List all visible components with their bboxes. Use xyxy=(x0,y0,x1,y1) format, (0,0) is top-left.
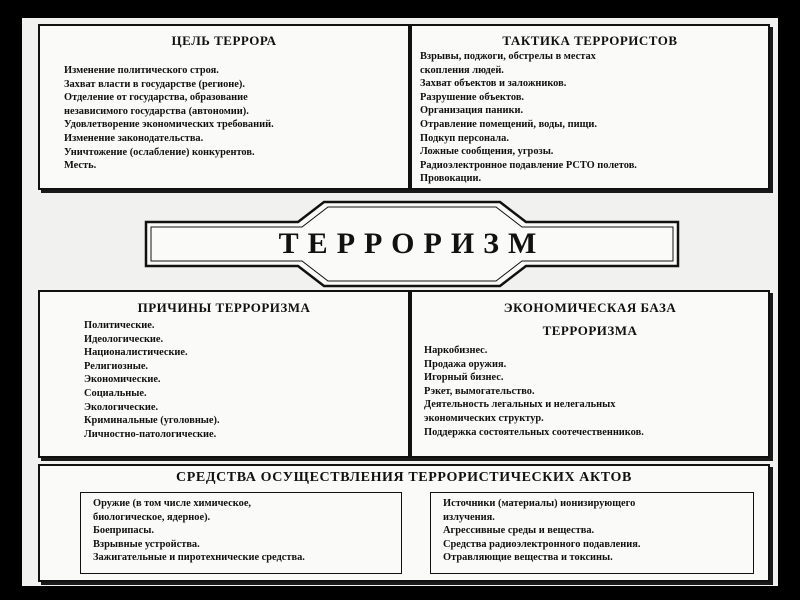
list-item: Игорный бизнес. xyxy=(424,372,504,384)
list-item: Наркобизнес. xyxy=(424,345,488,356)
goal-title: ЦЕЛЬ ТЕРРОРА xyxy=(171,33,277,48)
list-item: Социальные. xyxy=(84,387,147,399)
list-item: Средства радиоэлектронного подавления. xyxy=(443,538,641,550)
econ-title-line2: ТЕРРОРИЗМА xyxy=(542,323,638,338)
list-item: Месть. xyxy=(64,160,97,172)
means-right-list xyxy=(431,493,753,565)
causes-of-terrorism-box xyxy=(38,290,410,458)
list-item: Поддержка состоятельных соотечественников. xyxy=(424,426,644,438)
tactics-title: ТАКТИКА ТЕРРОРИСТОВ xyxy=(502,33,678,48)
terrorist-tactics-box xyxy=(410,24,770,190)
list-item: Изменение политического строя. xyxy=(64,65,219,76)
list-item: Агрессивные среды и вещества. xyxy=(443,525,595,537)
list-item: Источники (материалы) ионизирующего излучения. xyxy=(443,498,636,523)
means-right-panel xyxy=(430,492,754,574)
causes-list xyxy=(40,315,408,441)
list-item: Уничтожение (ослабление) конкурентов. xyxy=(64,146,255,158)
means-title: СРЕДСТВА ОСУЩЕСТВЛЕНИЯ ТЕРРОРИСТИЧЕСКИХ АКТОВ xyxy=(176,470,632,485)
list-item: Подкуп персонала. xyxy=(420,132,509,144)
list-item: Отравление помещений, воды, пищи. xyxy=(420,118,597,130)
economic-base-box xyxy=(410,290,770,458)
econ-list xyxy=(412,338,768,439)
list-item: Взрывы, поджоги, обстрелы в местах скопления людей. xyxy=(420,51,596,76)
list-item: Экономические. xyxy=(84,374,161,386)
list-item: Зажигательные и пиротехнические средства. xyxy=(93,552,305,564)
list-item: Провокации. xyxy=(420,173,482,185)
list-item: Отделение от государства, образование независимого государства (автономии). xyxy=(64,92,249,117)
goal-of-terror-box xyxy=(38,24,410,190)
list-item: Удовлетворение экономических требований. xyxy=(64,119,274,131)
means-of-terrorist-acts-box xyxy=(38,464,770,582)
list-item: Ложные сообщения, угрозы. xyxy=(420,146,554,158)
list-item: Оружие (в том числе химическое, биологическое, ядерное). xyxy=(93,498,252,523)
list-item: Отравляющие вещества и токсины. xyxy=(443,552,613,564)
list-item: Организация паники. xyxy=(420,105,524,117)
means-left-panel xyxy=(80,492,402,574)
list-item: Захват власти в государстве (регионе). xyxy=(64,78,245,90)
list-item: Боеприпасы. xyxy=(93,525,154,537)
list-item: Религиозные. xyxy=(84,360,149,372)
causes-title: ПРИЧИНЫ ТЕРРОРИЗМА xyxy=(137,300,311,315)
list-item: Продажа оружия. xyxy=(424,358,507,370)
list-item: Изменение законодательства. xyxy=(64,132,204,144)
list-item: Рэкет, вымогательство. xyxy=(424,385,535,397)
list-item: Взрывные устройства. xyxy=(93,538,200,550)
list-item: Политические. xyxy=(84,320,155,331)
tactics-list xyxy=(412,48,768,186)
list-item: Личностно-патологические. xyxy=(84,428,217,440)
list-item: Деятельность легальных и нелегальных экономических структур. xyxy=(424,399,616,424)
list-item: Захват объектов и заложников. xyxy=(420,78,567,90)
list-item: Идеологические. xyxy=(84,333,164,345)
list-item: Экологические. xyxy=(84,401,159,413)
list-item: Криминальные (уголовные). xyxy=(84,415,220,427)
means-left-list xyxy=(81,493,401,565)
diagram-sheet xyxy=(22,18,778,586)
econ-title-line1: ЭКОНОМИЧЕСКАЯ БАЗА xyxy=(503,300,677,315)
goal-list xyxy=(40,48,408,173)
list-item: Националистические. xyxy=(84,347,188,359)
list-item: Радиоэлектронное подавление РСТО полетов. xyxy=(420,159,637,171)
list-item: Разрушение объектов. xyxy=(420,91,525,103)
terrorism-title: ТЕРРОРИЗМ xyxy=(278,227,546,260)
